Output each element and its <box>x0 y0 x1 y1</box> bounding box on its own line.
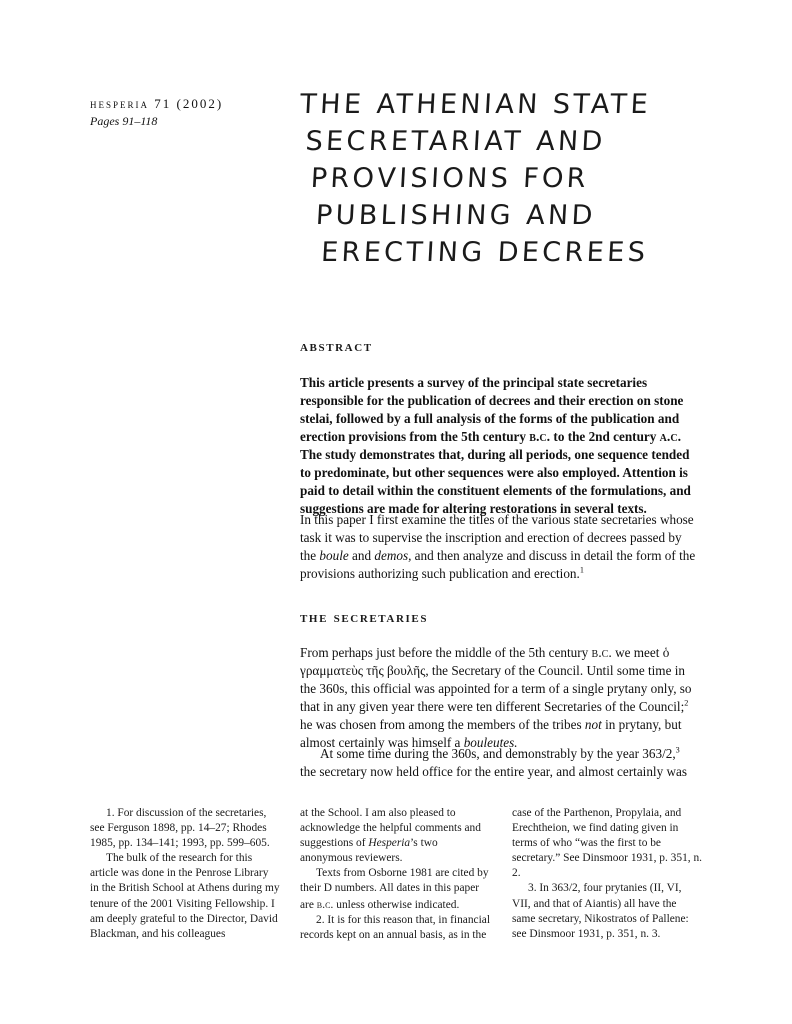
article-title <box>298 86 784 271</box>
footnote-1: 1. For discussion of the secretaries, see Ferguson 1898, pp. 14–27; Rhodes 1985, pp. 134–141; 1993, pp. 599–605. <box>90 807 270 850</box>
term-bouleutes: bouleutes. <box>463 735 518 750</box>
title-line: SECRETARIAT AND <box>303 126 609 157</box>
footnote-ref[interactable]: 3 <box>675 745 680 755</box>
body-text-part: From perhaps just before the middle of the 5th century <box>300 645 592 660</box>
term-demos: demos, <box>374 548 412 563</box>
footnote-text-part: Texts from Osborne 1981 are cited by their D numbers. All dates in this paper are <box>300 867 489 911</box>
term-boule: boule <box>319 548 349 563</box>
abstract-text-part: The study demonstrates that, during all periods, one sequence tended to predominate, but other sequences were also employed. Attention is paid to detail within the constituent elements of the formulations, and suggestions are made for altering restorations in several texts. <box>300 447 691 516</box>
intro-paragraph <box>300 511 696 583</box>
era-bc: b.c. <box>316 896 334 911</box>
section-heading-secretaries: the secretaries <box>300 609 429 626</box>
body-text-part: in prytany, but almost certainly was himself a <box>300 717 682 750</box>
secretaries-paragraph-2 <box>300 745 696 781</box>
footnotes-column-3 <box>512 806 702 942</box>
title-line: ERECTING DECREES <box>319 237 651 268</box>
abstract-heading: abstract <box>300 338 373 355</box>
era-ac: a.c. <box>659 429 682 444</box>
title-line: THE ATHENIAN STATE <box>298 89 654 120</box>
footnote-2-continued: case of the Parthenon, Propylaia, and Erechtheion, we find dating given in terms of who “was the first to be secretary.” See Dinsmoor 1931, p. 351, n. 2. <box>512 807 703 880</box>
emphasis-not: not <box>584 717 602 732</box>
abstract-text-part: to the 2nd century <box>550 429 660 444</box>
page-range: Pages 91–118 <box>90 114 158 128</box>
era-bc: b.c. <box>529 429 551 444</box>
footnote-text-part: ’s two anonymous reviewers. <box>300 837 438 865</box>
title-line: PROVISIONS FOR <box>308 163 592 194</box>
title-line: PUBLISHING AND <box>314 200 599 231</box>
footnote-ref[interactable]: 1 <box>579 565 584 575</box>
era-bc: b.c. <box>591 645 612 660</box>
footnote-3: 3. In 363/2, four prytanies (II, VI, VII, and that of Aiantis) all have the same secretary, Nikostratos of Pallene: see Dinsmoor 1931, p. 351, n. 3. <box>512 882 689 940</box>
journal-header <box>90 96 280 129</box>
journal-ref-hesperia: Hesperia <box>368 837 411 850</box>
body-text-part: we meet ὁ γραμματεὺς τῆς βουλῆς, the Secretary of the Council. Until some time in the 360s, this official was appointed for a term of a single prytany only, so that in any given year there were ten different Secretaries of the Council; <box>300 645 692 714</box>
footnote-ref[interactable]: 2 <box>684 698 689 708</box>
footnote-1-acknowledgements: The bulk of the research for this article was done in the Penrose Library in the British School at Athens during my tenure of the 2001 Visiting Fellowship. I am deeply grateful to the Director, David Blackman, and his colleagues <box>90 852 280 940</box>
footnote-2: 2. It is for this reason that, in financial records kept on an annual basis, as in the <box>300 913 490 941</box>
body-text-part: the secretary now held office for the entire year, and almost certainly was <box>300 764 687 779</box>
footnote-text-part: at the School. I am also pleased to acknowledge the helpful comments and suggestions of <box>300 807 481 850</box>
body-text-part: At some time during the 360s, and demonstrably by the year 363/2, <box>320 746 676 761</box>
abstract-text <box>300 374 696 518</box>
abstract-text-part: This article presents a survey of the principal state secretaries responsible for the publication of decrees and their erection on stone stelai, followed by a full analysis of the forms of the publication and erection provisions from the 5th century <box>300 375 684 444</box>
intro-text-part: and then analyze and discuss in detail the form of the provisions authorizing such publication and erection. <box>300 548 696 581</box>
intro-text-part: and <box>348 548 375 563</box>
journal-name: hesperia 71 (2002) <box>90 96 224 111</box>
footnotes-column-2 <box>300 806 492 943</box>
body-text-part: he was chosen from among the members of the tribes <box>300 717 585 732</box>
secretaries-paragraph-1 <box>300 644 696 752</box>
footnotes-column-1 <box>90 806 280 942</box>
footnote-text-part: unless otherwise indicated. <box>333 898 460 911</box>
intro-text-part: In this paper I first examine the titles of the various state secretaries whose task it was to supervise the inscription and erection of decrees passed by the <box>300 512 694 563</box>
